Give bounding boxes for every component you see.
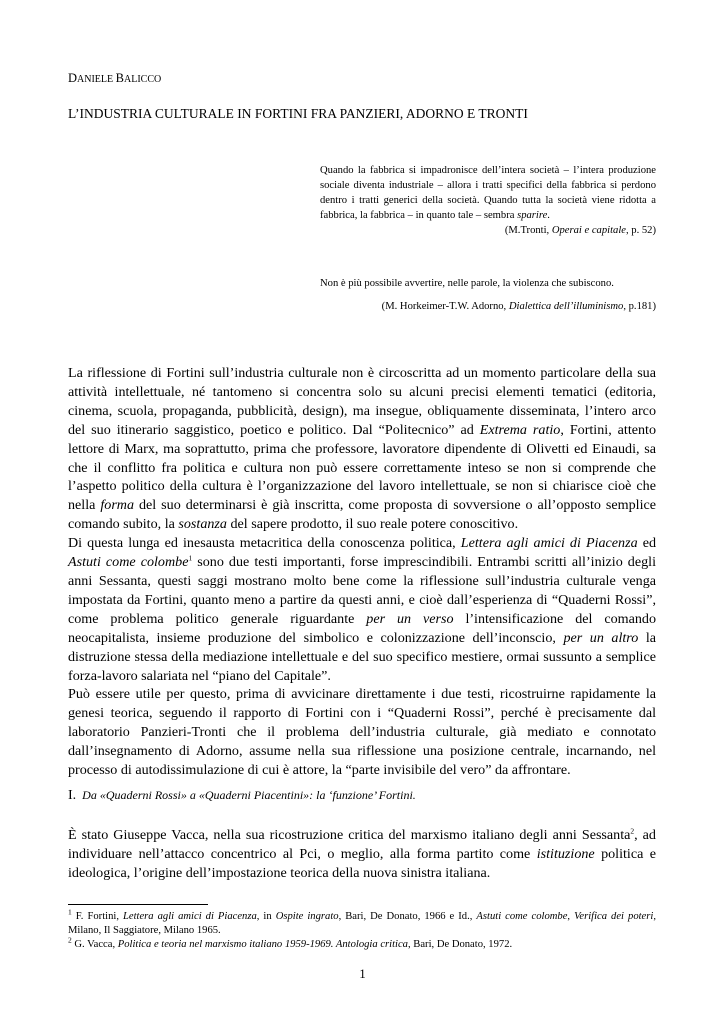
paragraph: Può essere utile per questo, prima di avvicinare direttamente i due testi, ricostruirne rapidamente la genesi teorica, seguendo il rapporto di Fortini con i “Quaderni Rossi”, perché è precisamente dal laboratorio Panzieri-Tronti che il problema dell’industria culturale, già mediato e connotato dall’insegnamento di Adorno, assume nella sua riflessione una posizione centrale, incarnando, nel processo di autodissimulazione di cui è attore, la “parte invisibile del vero” da affrontare.: [68, 686, 656, 779]
footnotes: [68, 907, 656, 952]
footnote-ref: 2: [630, 826, 635, 836]
footnote-ref: 1: [188, 553, 193, 563]
epigraph-text: Non è più possibile avvertire, nelle parole, la violenza che subiscono.: [320, 278, 614, 289]
epigraph-adorno: [320, 276, 656, 314]
author-name: DANIELE BALICCO: [68, 71, 162, 85]
footnote-separator: [68, 904, 208, 905]
intro-body: [68, 364, 656, 780]
paragraph: Di questa lunga ed inesausta metacritica della conoscenza politica, Lettera agli amici di Piacenza ed Astuti come colombe$^1$ sono due testi importanti, forse imprescindibili. Entrambi scritti all’inizio degli anni Sessanta, questi saggi mostrano molto bene come la riflessione sull’industria culturale venga impostata da Fortini, quanto meno a partire da questi anni, e cioè dall’esperienza di “Quaderni Rossi”, come problema politico generale riguardante per un verso l’intensificazione del comando neocapitalista, insieme produzione del simbolico e colonizzazione dell’inconscio, per un altro la distruzione stessa della mediazione intellettuale e del suo specifico mestiere, ormai sussunto a semplice forza-lavoro salariata nel “piano del Capitale”.: [68, 535, 657, 684]
section-body: [68, 826, 656, 883]
epigraph-citation: (M. Horkeimer-T.W. Adorno, Dialettica dell’illuminismo, p.181): [381, 301, 656, 312]
section-heading: [68, 788, 416, 804]
paragraph: È stato Giuseppe Vacca, nella sua ricostruzione critica del marxismo italiano degli anni Sessanta$^2$, ad individuare nell’attacco concentrico al Pci, o meglio, alla forma partito come istituzione politica e ideologica, l’origine dell’impostazione teorica della nuova sinistra italiana.: [68, 826, 656, 881]
footnote: $^2$ G. Vacca, Politica e teoria nel marxismo italiano 1959-1969. Antologia critica, Bari, De Donato, 1972.: [68, 935, 513, 950]
epigraph-text: Quando la fabbrica si impadronisce dell’intera società – l’intera produzione sociale diventa industriale – allora i tratti specifici della fabbrica si perdono dentro i tratti generici della società. Quando tutta la società viene ridotta a fabbrica, la fabbrica – in quanto tale – sembra sparire.: [320, 165, 656, 221]
page-number: 1: [359, 966, 366, 981]
section-number: I.: [68, 788, 77, 803]
paragraph: La riflessione di Fortini sull’industria culturale non è circoscritta ad un momento particolare della sua attività intellettuale, né tantomeno si concentra solo su alcuni precisi elementi tematici (editoria, cinema, scuola, propaganda, pubblicità, design), ma insegue, obliquamente disseminata, l’intero arco del suo itinerario saggistico, poetico e politico. Dal “Politecnico” ad Extrema ratio, Fortini, attento lettore di Marx, ma soprattutto, prima che professore, lavoratore dipendente di Olivetti ed Einaudi, sa che il conflitto fra politica e cultura non può essere correttamente inteso se non si comprende che l’aspetto politico della cultura è l’organizzazione del lavoro intellettuale, se non si chiarisce cioè che nella forma del suo determinarsi è già inscritta, come proposta di sovversione o all’opposto semplice comando subito, la sostanza del sapere prodotto, il suo reale potere conoscitivo.: [68, 365, 657, 533]
article-title: L’INDUSTRIA CULTURALE IN FORTINI FRA PANZIERI, ADORNO E TRONTI: [68, 106, 528, 121]
epigraph-citation: (M.Tronti, Operai e capitale, p. 52): [504, 225, 656, 236]
section-title: Da «Quaderni Rossi» a «Quaderni Piacentini»: la ‘funzione’ Fortini.: [82, 788, 416, 802]
footnote: $^1$ F. Fortini, Lettera agli amici di Piacenza, in Ospite ingrato, Bari, De Donato, 1966 e Id., Astuti come colombe, Verifica dei poteri, Milano, Il Saggiatore, Milano 1965.: [68, 907, 656, 936]
epigraph-tronti: [320, 163, 656, 238]
